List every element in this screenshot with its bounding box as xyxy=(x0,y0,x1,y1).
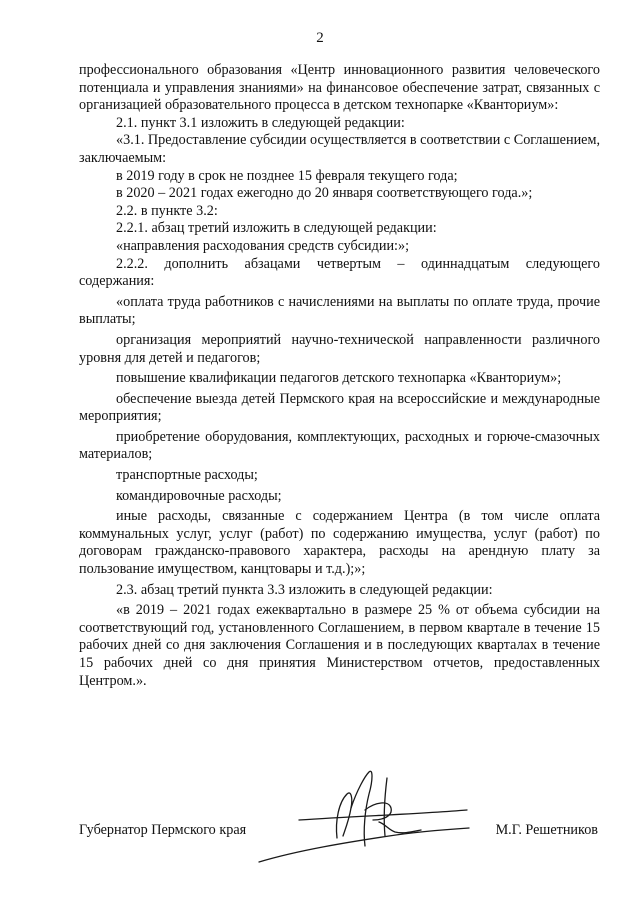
paragraph-2019-deadline: в 2019 году в срок не позднее 15 февраля текущего года; xyxy=(116,167,458,184)
handwritten-signature xyxy=(239,750,479,870)
paragraph-item-2-3: 2.3. абзац третий пункта 3.3 изложить в следующей редакции: xyxy=(116,581,493,598)
paragraph-other-costs: иные расходы, связанные с содержанием Центра (в том числе оплата коммунальных услуг, услуг (работ) по содержанию имущества, услуг (работ) по договорам гражданско-правового характера, расходы на арендную плату за пользование имуществом, канцтовары и т.д.);»; xyxy=(79,508,600,578)
paragraph-item-3-1: «3.1. Предоставление субсидии осуществляется в соответствии с Соглашением, заключаемым: xyxy=(79,132,600,166)
paragraph-children-travel: обеспечение выезда детей Пермского края на всероссийские и международные мероприятия; xyxy=(79,390,600,425)
paragraph-events-organization: организация мероприятий научно-технической направленности различного уровня для детей и педагогов; xyxy=(79,331,600,366)
paragraph-item-2-2-1: 2.2.1. абзац третий изложить в следующей редакции: xyxy=(116,220,437,237)
paragraph-item-2-2: 2.2. в пункте 3.2: xyxy=(116,202,218,219)
paragraph-2020-2021-deadline: в 2020 – 2021 годах ежегодно до 20 января соответствующего года.»; xyxy=(116,185,533,202)
paragraph-subsidy-directions: «направления расходования средств субсидии:»; xyxy=(116,237,410,254)
signature-block xyxy=(79,750,600,880)
paragraph-teacher-training: повышение квалификации педагогов детского технопарка «Кванториум»; xyxy=(116,370,562,387)
page-number: 2 xyxy=(316,30,324,46)
paragraph-transport-costs: транспортные расходы; xyxy=(116,467,258,484)
paragraph-travel-costs: командировочные расходы; xyxy=(116,487,282,504)
paragraph-quarterly-payment: «в 2019 – 2021 годах ежеквартально в размере 25 % от объема субсидии на соответствующий год, установленного Соглашением, в первом квартале в течение 15 рабочих дней со дня заключения Соглашения и в последующих кварталах в течение 15 рабочих дней со дня принятия Министерством отчетов, предоставленных Центром.». xyxy=(79,602,600,689)
signatory-name: М.Г. Решетников xyxy=(495,822,598,838)
paragraph-item-2-1: 2.1. пункт 3.1 изложить в следующей редакции: xyxy=(116,114,405,131)
paragraph-continuation: профессионального образования «Центр инновационного развития человеческого потенциала и управления знаниями» на финансовое обеспечение затрат, связанных с организацией образовательного процесса в детском технопарке «Кванториум»: xyxy=(79,62,600,114)
document-body xyxy=(79,62,600,690)
paragraph-item-2-2-2: 2.2.2. дополнить абзацами четвертым – одиннадцатым следующего содержания: xyxy=(79,255,600,290)
paragraph-equipment-purchase: приобретение оборудования, комплектующих, расходных и горюче-смазочных материалов; xyxy=(79,428,600,463)
signatory-position: Губернатор Пермского края xyxy=(79,822,247,838)
paragraph-labor-payment: «оплата труда работников с начислениями на выплаты по оплате труда, прочие выплаты; xyxy=(79,293,600,328)
